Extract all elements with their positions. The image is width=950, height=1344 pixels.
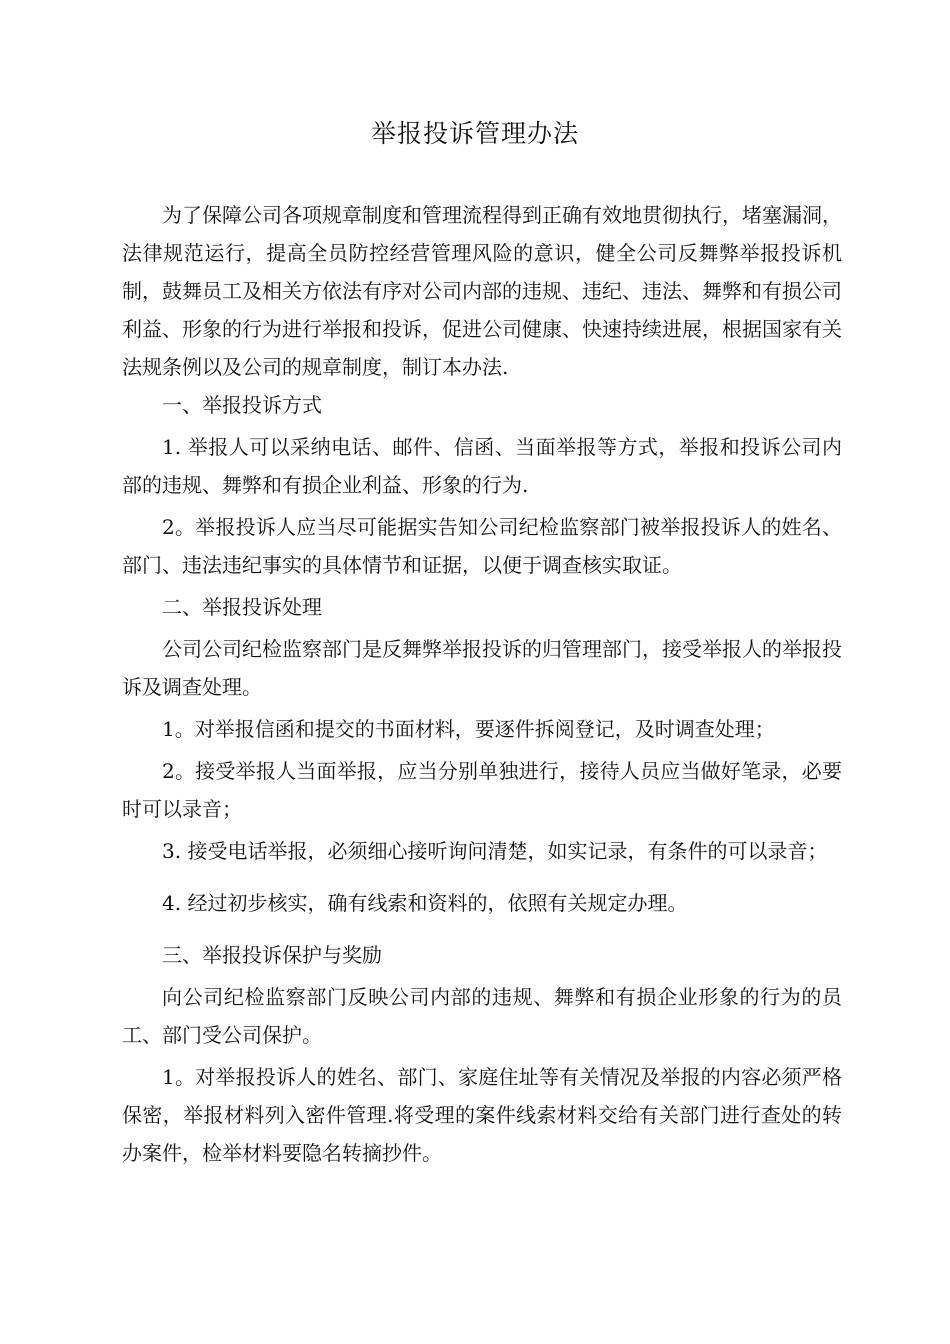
paragraph-1-2: 2。举报投诉人应当尽可能据实告知公司纪检监察部门被举报投诉人的姓名、部门、违法违纪事实的具体情节和证据，以便于调查核实取证。 [122,515,842,577]
document-title: 举报投诉管理办法 [370,119,579,148]
paragraph-intro: 为了保障公司各项规章制度和管理流程得到正确有效地贯彻执行，堵塞漏洞，法律规范运行，提高全员防控经营管理风险的意识，健全公司反舞弊举报投诉机制，鼓舞员工及相关方依法有序对公司内部的违规、违纪、违法、舞弊和有损公司利益、形象的行为进行举报和投诉，促进公司健康、快速持续进展，根据国家有关法规条例以及公司的规章制度，制订本办法. [122,203,842,379]
paragraph-3-1: 1。对举报投诉人的姓名、部门、家庭住址等有关情况及举报的内容必须严格保密，举报材料列入密件管理.将受理的案件线索材料交给有关部门进行查处的转办案件，检举材料要隐名转摘抄件。 [122,1065,842,1165]
section-heading-3: 三、举报投诉保护与奖励 [162,943,382,967]
paragraph-2-4: 4. 经过初步核实，确有线索和资料的，依照有关规定办理。 [162,891,688,915]
paragraph-2-intro: 公司公司纪检监察部门是反舞弊举报投诉的归管理部门，接受举报人的举报投诉及调查处理。 [122,637,842,699]
paragraph-2-2: 2。接受举报人当面举报，应当分别单独进行，接待人员应当做好笔录，必要时可以录音； [122,759,842,821]
section-heading-1: 一、举报投诉方式 [162,393,322,417]
section-heading-2: 二、举报投诉处理 [162,595,322,619]
document-body [122,196,842,1172]
paragraph-2-1: 1。对举报信函和提交的书面材料，要逐件拆阅登记，及时调查处理； [162,717,775,741]
paragraph-1-1: 1. 举报人可以采纳电话、邮件、信函、当面举报等方式，举报和投诉公司内部的违规、舞弊和有损企业利益、形象的行为. [122,435,842,497]
paragraph-2-3: 3. 接受电话举报，必须细心接听询问清楚，如实记录，有条件的可以录音； [162,839,828,863]
paragraph-3-intro: 向公司纪检监察部门反映公司内部的违规、舞弊和有损企业形象的行为的员工、部门受公司保护。 [122,985,842,1047]
